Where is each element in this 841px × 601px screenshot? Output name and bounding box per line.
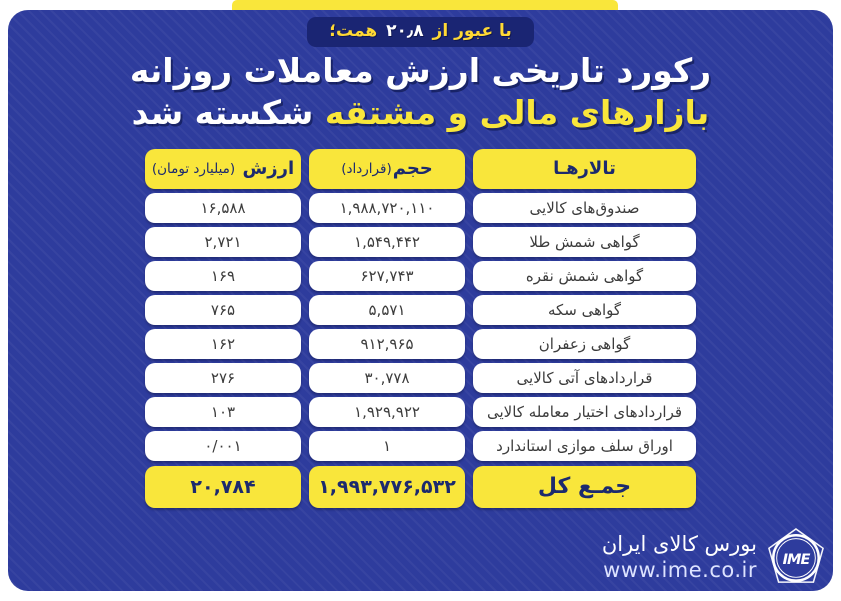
table-cell-value: ۱۶۹ [145,261,301,291]
table-cell-hall: اوراق سلف موازی استاندارد [473,431,696,461]
ime-logo-text: IME [782,551,810,568]
website-url: www.ime.co.ir [603,558,757,582]
title-line2-rest: شکسته شد [131,92,314,132]
total-volume: ۱,۹۹۳,۷۷۶,۵۳۲ [309,466,465,508]
main-card [8,10,833,591]
org-name: بورس کالای ایران [601,531,757,556]
footer-text [602,531,757,584]
header-value-bold: ارزش [242,158,295,180]
table-cell-value: ۱۰۳ [145,397,301,427]
table-cell-volume: ۳۰,۷۷۸ [309,363,465,393]
page-title [8,50,833,134]
table-cell-value: ۷۶۵ [145,295,301,325]
table-cell-value: ۲۷۶ [145,363,301,393]
header-volume-paren: (قرارداد) [341,160,392,177]
table-cell-volume: ۱ [309,431,465,461]
title-line1: رکورد تاریخی ارزش معاملات روزانه [129,51,712,90]
header-value [145,149,301,189]
table-cell-value: ۰/۰۰۱ [145,431,301,461]
total-value: ۲۰,۷۸۴ [145,466,301,508]
table-header-row [145,149,696,189]
table-cell-hall: گواهی شمش طلا [473,227,696,257]
table-cell-value: ۱۶۲ [145,329,301,359]
table-body [145,193,696,461]
table-cell-volume: ۵,۵۷۱ [309,295,465,325]
table-cell-hall: گواهی زعفران [473,329,696,359]
table-cell-hall: قراردادهای آتی کالایی [473,363,696,393]
table-cell-hall: صندوق‌های کالایی [473,193,696,223]
table-cell-hall: گواهی شمش نقره [473,261,696,291]
table-cell-volume: ۶۲۷,۷۴۳ [309,261,465,291]
table-cell-volume: ۹۱۲,۹۶۵ [309,329,465,359]
table-cell-value: ۱۶,۵۸۸ [145,193,301,223]
table-cell-volume: ۱,۹۲۹,۹۲۲ [309,397,465,427]
badge-number: ۲۰٫۸ [386,21,424,41]
footer-brand [602,527,825,587]
ime-logo-icon [767,527,825,587]
title-line2 [8,92,833,134]
subtitle-badge [307,17,534,47]
table-cell-value: ۲,۷۲۱ [145,227,301,257]
data-table [145,149,696,508]
badge-prefix: با عبور از [432,21,512,41]
header-volume-bold: حجم [392,158,433,180]
header-value-paren: (میلیارد تومان) [151,160,236,177]
table-cell-volume: ۱,۵۴۹,۴۴۲ [309,227,465,257]
table-cell-volume: ۱,۹۸۸,۷۲۰,۱۱۰ [309,193,465,223]
total-label: جمـع کل [473,466,696,508]
header-halls: تالارهـا [473,149,696,189]
title-line2-highlight: بازارهای مالی و مشتقه [324,92,710,132]
table-cell-hall: گواهی سکه [473,295,696,325]
badge-suffix: همت؛ [329,21,378,41]
table-cell-hall: قراردادهای اختیار معامله کالایی [473,397,696,427]
table-total-row [145,466,696,508]
header-volume [309,149,465,189]
